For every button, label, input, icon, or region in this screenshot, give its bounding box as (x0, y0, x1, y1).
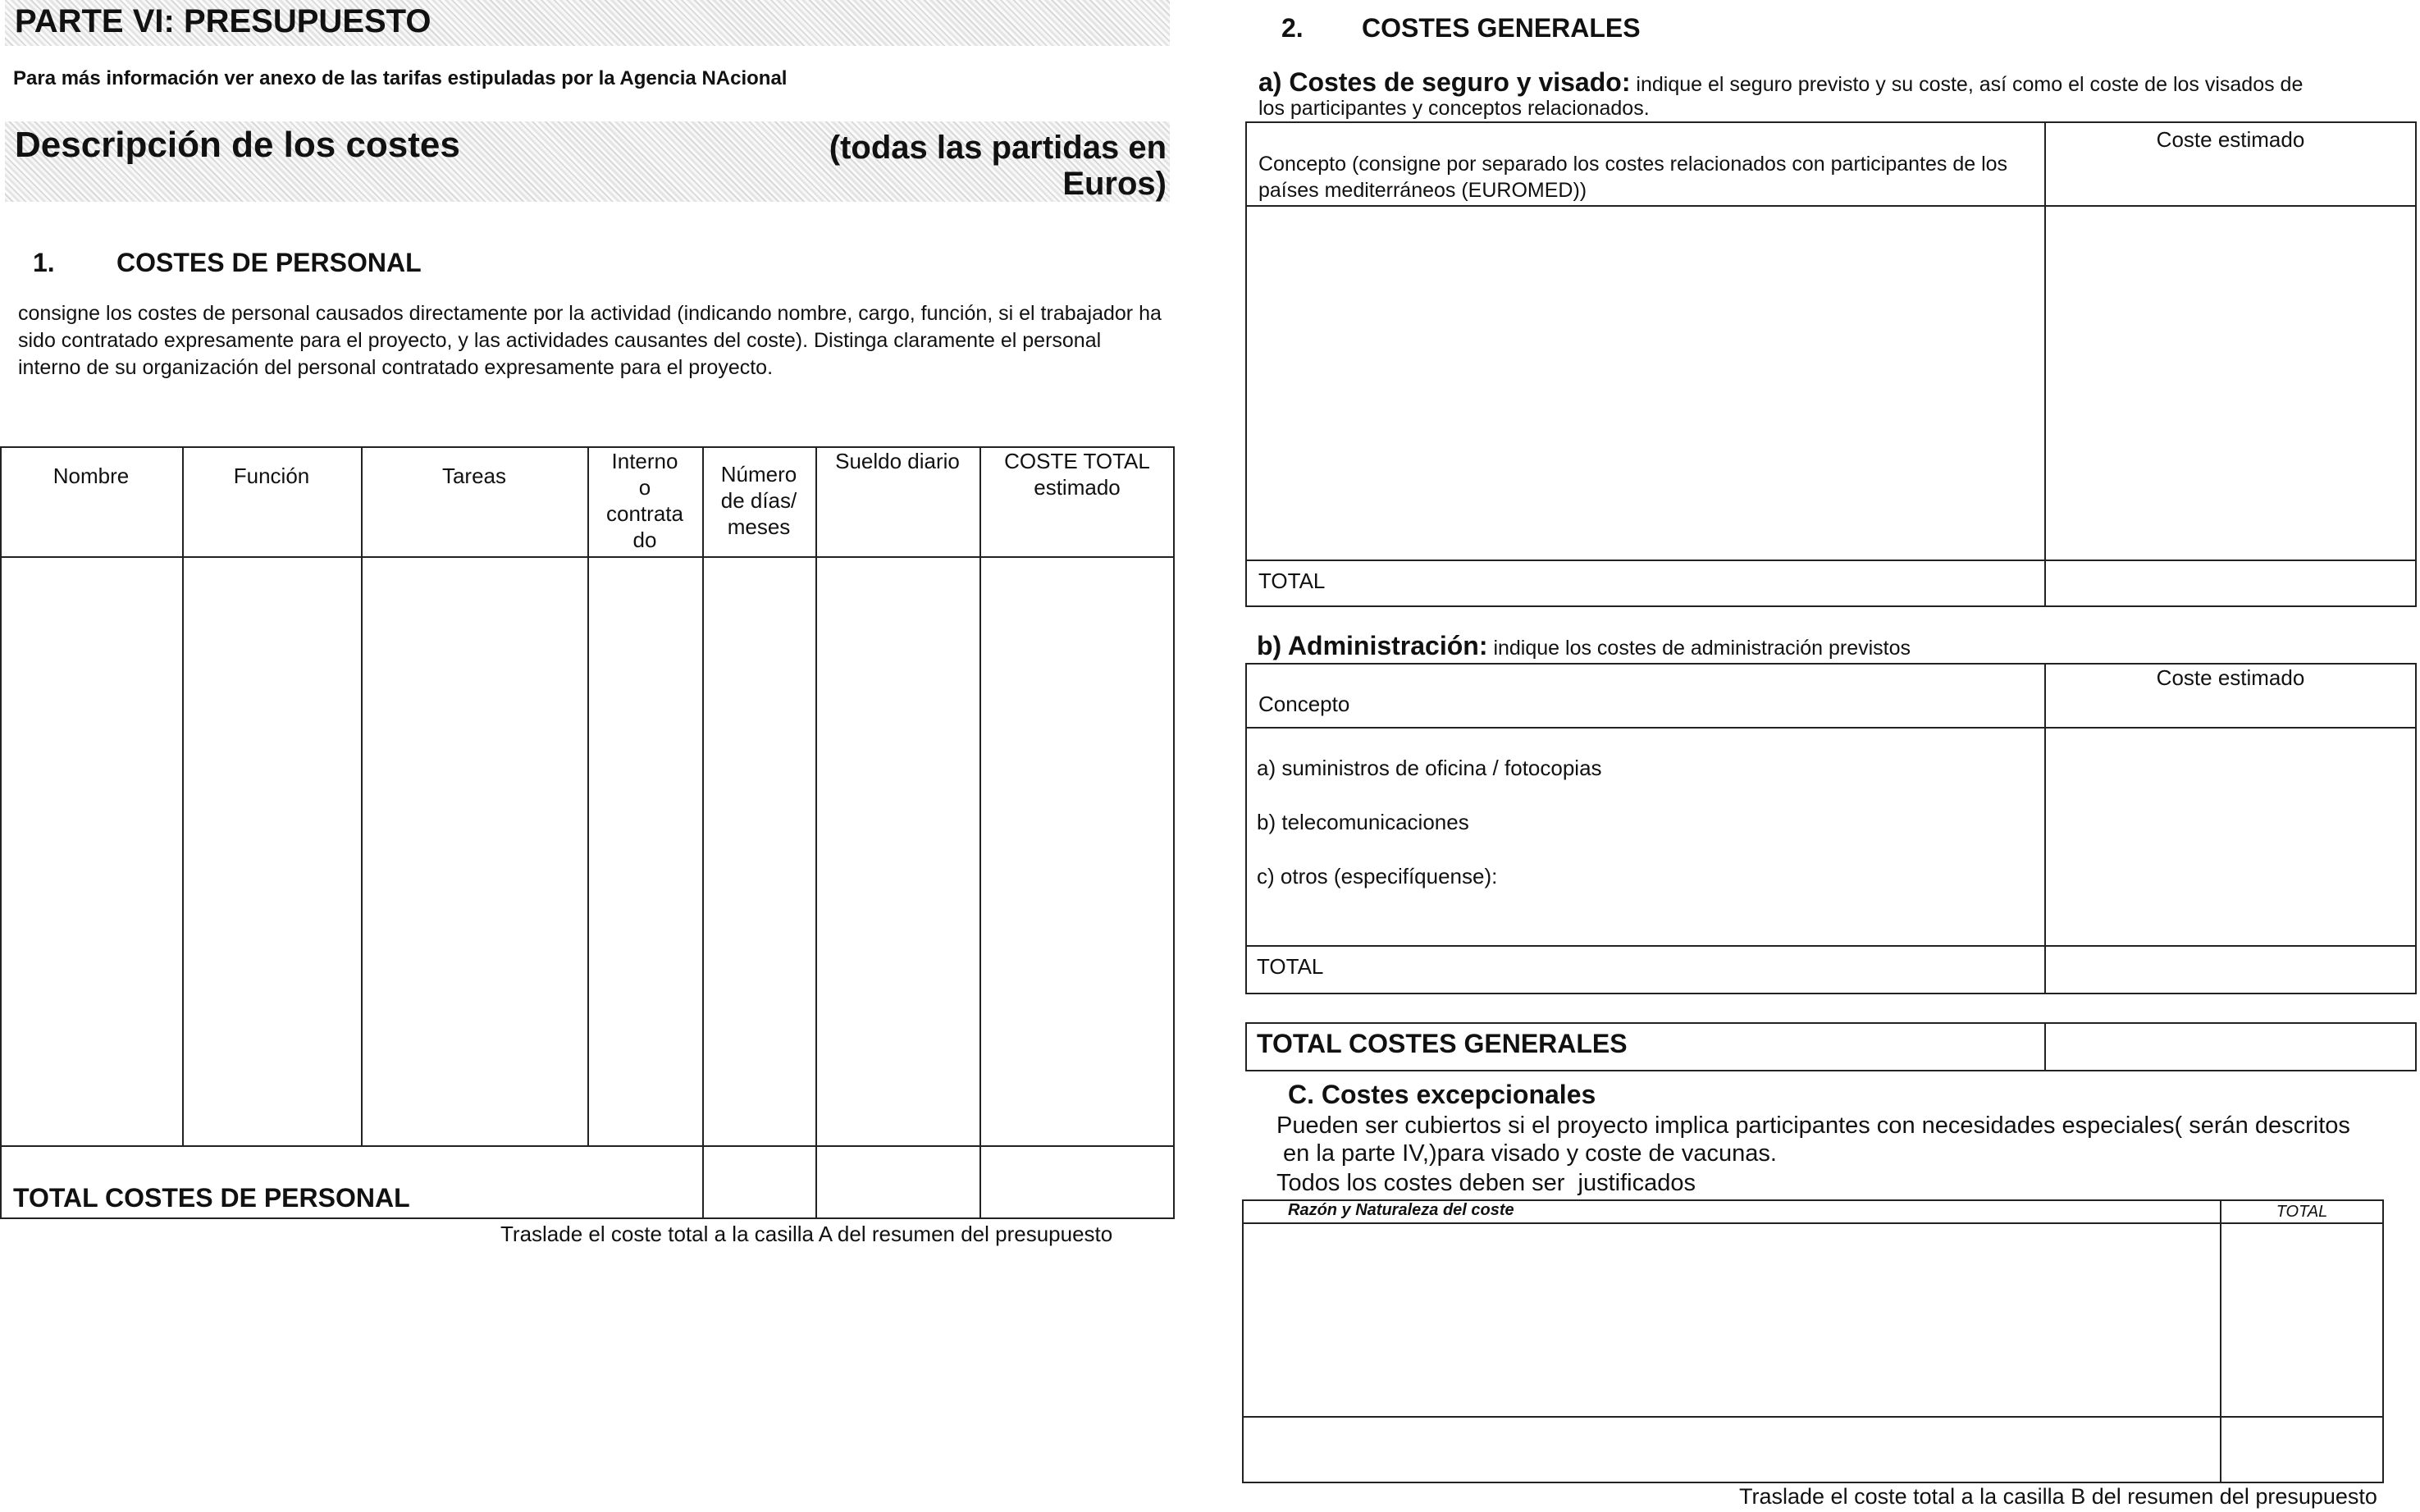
general-total-col-divider (2044, 1022, 2046, 1071)
costs-heading: Descripción de los costes (15, 125, 460, 165)
section1-title: COSTES DE PERSONAL (116, 248, 422, 277)
costs-currency-line2: Euros) (1062, 166, 1167, 202)
section-c-title: C. Costes excepcionales (1288, 1080, 1596, 1109)
col-header-coste-total: COSTE TOTAL estimado (1004, 449, 1150, 500)
administration-col-divider (2044, 663, 2046, 994)
section-a-title: a) Costes de seguro y visado: (1258, 67, 1631, 97)
insurance-total-label: TOTAL (1258, 569, 1326, 593)
personnel-total-divider (0, 1145, 1175, 1147)
section-b-desc: indique los costes de administración previstos (1493, 637, 1911, 660)
general-total-label: TOTAL COSTES GENERALES (1257, 1029, 1628, 1058)
personnel-footer-note: Traslade el coste total a la casilla A del resumen del presupuesto (500, 1222, 1113, 1246)
exceptional-total-header: TOTAL (2276, 1203, 2328, 1221)
personnel-total-label: TOTAL COSTES DE PERSONAL (13, 1183, 410, 1213)
col-divider-5 (815, 446, 817, 1219)
section1-description: consigne los costes de personal causados directamente por la actividad (indicando nombre, cargo, función, si el trabajador ha sido contratado expresamente para el proyecto, y las actividades causantes del coste). Distinga claramente el personal interno de su organización del personal contratado expresamente para el proyecto. (18, 302, 1162, 379)
exceptional-reason-header: Razón y Naturaleza del coste (1288, 1201, 1514, 1219)
administration-total-label: TOTAL (1257, 954, 1324, 979)
exceptional-costs-table (1242, 1199, 2384, 1483)
col-divider-4 (702, 446, 704, 1219)
insurance-total-divider (1245, 560, 2417, 561)
administration-item-1: a) suministros de oficina / fotocopias (1257, 756, 1602, 780)
section-a-desc-line2: los participantes y conceptos relacionados. (1258, 97, 1650, 120)
part-title-band (5, 0, 1170, 46)
section-c-desc-line2: en la parte IV,)para visado y coste de vacunas. (1276, 1140, 1777, 1167)
col-header-sueldo: Sueldo diario (835, 449, 960, 473)
col-header-tareas: Tareas (441, 464, 507, 488)
col-divider-1 (182, 446, 184, 1145)
section-c-desc-line3: Todos los costes deben ser justificados (1276, 1170, 1696, 1196)
administration-cost-header: Coste estimado (2156, 665, 2305, 690)
col-header-numero: Número de días/ meses (720, 462, 797, 539)
insurance-header-divider (1245, 205, 2417, 207)
exceptional-bottom-divider (1242, 1416, 2384, 1418)
col-header-interno: Interno o contrata do (606, 449, 683, 552)
insurance-concept-header: Concepto (consigne por separado los costes relacionados con participantes de los países mediterráneos (EUROMED)) (1258, 153, 2008, 202)
col-header-funcion: Función (233, 464, 310, 488)
administration-concept-header: Concepto (1258, 692, 1350, 716)
section-b-heading (1257, 632, 2405, 662)
col-divider-6 (979, 446, 981, 1219)
section-a-heading (1258, 69, 2407, 98)
part-title: PARTE VI: PRESUPUESTO (15, 3, 431, 39)
exceptional-footer-note: Traslade el coste total a la casilla B del resumen del presupuesto (1739, 1484, 2377, 1509)
section-a-desc-line1: indique el seguro previsto y su coste, así como el coste de los visados de (1636, 73, 2304, 96)
administration-header-divider (1245, 727, 2417, 729)
insurance-cost-header: Coste estimado (2156, 127, 2305, 152)
col-header-nombre: Nombre (53, 464, 130, 488)
section-c-desc-line1: Pueden ser cubiertos si el proyecto implica participantes con necesidades especiales( serán descritos (1276, 1112, 2350, 1139)
section2-title: COSTES GENERALES (1362, 13, 1641, 43)
col-divider-2 (361, 446, 363, 1145)
info-note: Para más información ver anexo de las tarifas estipuladas por la Agencia NAcional (13, 67, 788, 89)
col-divider-3 (587, 446, 589, 1145)
costs-currency-line1: (todas las partidas en (829, 130, 1167, 166)
exceptional-header-divider (1242, 1222, 2384, 1224)
section2-number: 2. (1281, 13, 1304, 43)
section1-number: 1. (33, 248, 55, 277)
administration-total-divider (1245, 945, 2417, 947)
section-b-title: b) Administración: (1257, 631, 1488, 660)
insurance-col-divider (2044, 121, 2046, 607)
exceptional-col-divider (2220, 1199, 2221, 1483)
costs-heading-band (5, 121, 1170, 202)
administration-item-3: c) otros (especifíquense): (1257, 864, 1498, 888)
administration-item-2: b) telecomunicaciones (1257, 810, 1469, 834)
